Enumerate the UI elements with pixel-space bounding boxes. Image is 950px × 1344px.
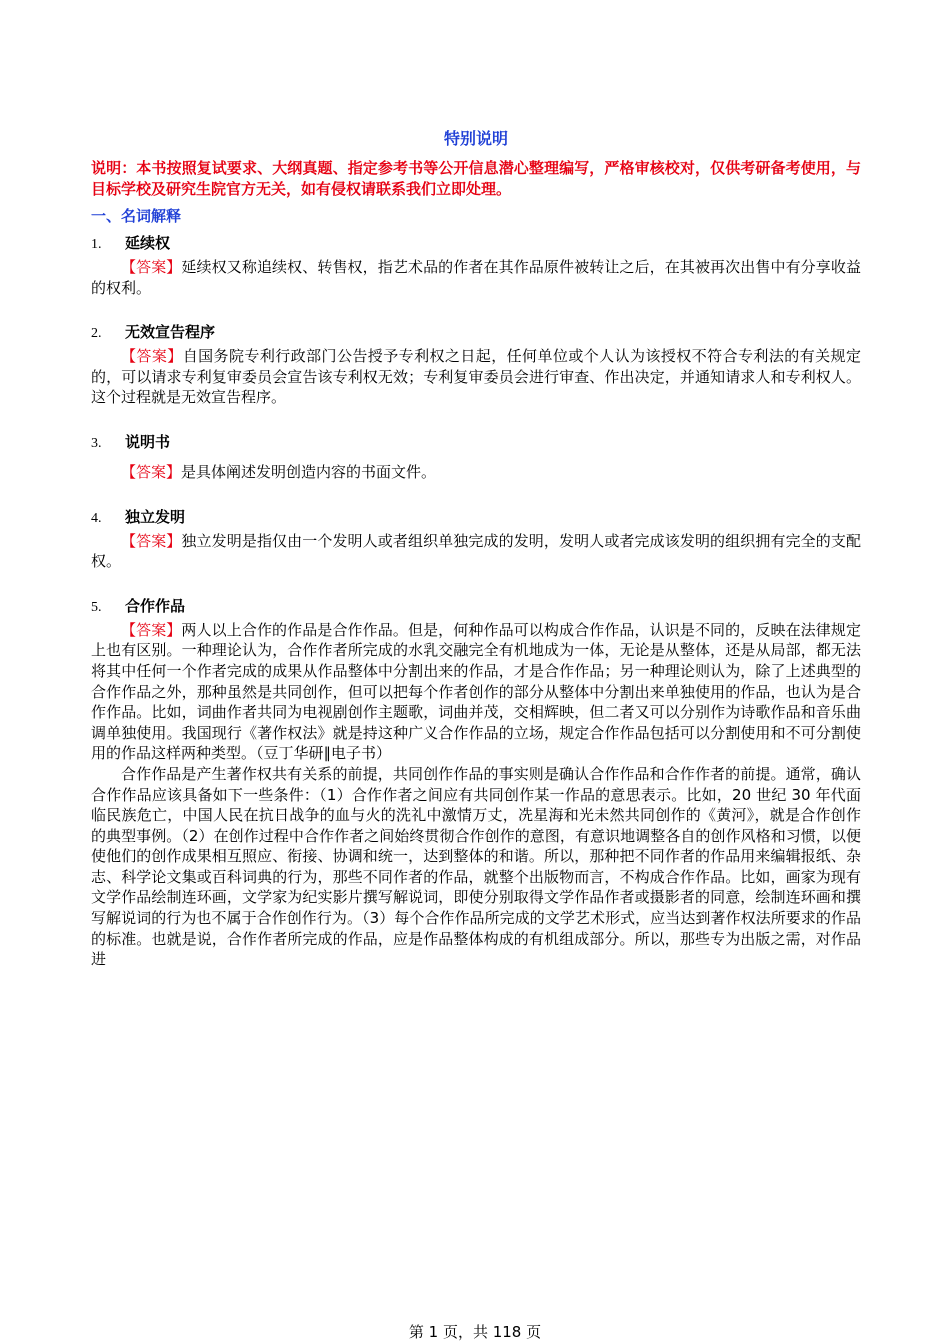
answer-text: 延续权又称追续权、转售权，指艺术品的作者在其作品原件被转让之后，在其被再次出售中有分享收益的权利。 xyxy=(91,258,861,297)
term-answer xyxy=(91,257,861,298)
answer-label: 【答案】 xyxy=(121,531,182,550)
disclaimer-notice: 说明：本书按照复试要求、大纲真题、指定参考书等公开信息潜心整理编写，严格审核校对，仅供考研备考使用，与目标学校及研究生院官方无关，如有侵权请联系我们立即处理。 xyxy=(91,159,861,198)
term-item xyxy=(91,596,861,970)
term-name: 合作作品 xyxy=(125,596,186,615)
term-item xyxy=(91,507,861,572)
answer-text: 独立发明是指仅由一个发明人或者组织单独完成的发明，发明人或者完成该发明的组织拥有完全的支配权。 xyxy=(91,531,861,571)
answer-label: 【答案】 xyxy=(121,620,182,639)
term-answer xyxy=(91,346,861,408)
term-answer xyxy=(91,620,861,764)
page-title: 特别说明 xyxy=(443,129,508,148)
term-answer xyxy=(91,462,861,483)
answer-text: 是具体阐述发明创造内容的书面文件。 xyxy=(181,462,437,481)
term-item xyxy=(91,432,861,483)
term-number: 5. xyxy=(91,599,102,615)
term-item xyxy=(91,322,861,408)
answer-text: 自国务院专利行政部门公告授予专利权之日起，任何单位或个人认为该授权不符合专利法的有关规定的，可以请求专利复审委员会宣告该专利权无效；专利复审委员会进行审查、作出决定，并通知请求人和专利权人。这个过程就是无效宣告程序。 xyxy=(91,347,861,407)
term-name: 说明书 xyxy=(125,432,171,451)
answer-label: 【答案】 xyxy=(121,258,182,276)
term-number: 3. xyxy=(91,435,102,451)
answer-label: 【答案】 xyxy=(121,462,182,481)
term-item xyxy=(91,233,861,298)
term-number: 1. xyxy=(91,237,102,252)
term-name: 独立发明 xyxy=(125,507,186,526)
term-answer xyxy=(91,531,861,572)
document-page xyxy=(91,128,861,970)
section-heading: 一、名词解释 xyxy=(91,207,182,225)
term-name: 无效宣告程序 xyxy=(125,323,216,342)
term-name: 延续权 xyxy=(125,234,171,252)
answer-text: 两人以上合作的作品是合作作品。但是，何种作品可以构成合作作品，认识是不同的，反映在法律规定上也有区别。一种理论认为，合作作者所完成的水乳交融完全有机地成为一体，无论是从整体，还是从局部，都无法将其中任何一个作者完成的成果从作品整体中分割出来的作品，才是合作作品；另一种理论则认为，除了上述典型的合作作品之外，那种虽然是共同创作，但可以把每个作者创作的部分从整体中分割出来单独使用的作品，也认为是合作作品。比如，词曲作者共同为电视剧创作主题歌，词曲并茂，交相辉映，但二者又可以分别作为诗歌作品和音乐曲调单独使用。我国现行《著作权法》就是持这种广义合作作品的立场，规定合作作品包括可以分割使用和不可分割使用的作品这样两种类型。（豆丁华研∥电子书） xyxy=(91,620,861,763)
term-number: 2. xyxy=(91,326,102,342)
page-footer: 第 1 页，共 118 页 xyxy=(408,1323,542,1341)
term-number: 4. xyxy=(91,510,102,526)
term-answer-continued: 合作作品是产生著作权共有关系的前提，共同创作作品的事实则是确认合作作品和合作作者的前提。通常，确认合作作品应该具备如下一些条件：（1）合作作者之间应有共同创作某一作品的意思表示。比如，20 世纪 30 年代面临民族危亡，中国人民在抗日战争的血与火的洗礼中激情万丈，冼星海和光未然共同创作的《黄河》，就是合作创作的典型事例。（2）在创作过程中合作作者之间始终贯彻合作创作的意图，有意识地调整各自的创作风格和习惯，以便使他们的创作成果相互照应、衔接、协调和统一，达到整体的和谐。所以，那种把不同作者的作品用来编辑报纸、杂志、科学论文集或百科词典的行为，那些不同作者的作品，就整个出版物而言，不构成合作作品。比如，画家为现有文学作品绘制连环画，文学家为纪实影片撰写解说词，即使分别取得文学作品作者或摄影者的同意，绘制连环画和撰写解说词的行为也不属于合作创作行为。（3）每个合作作品所完成的文学艺术形式，应当达到著作权法所要求的作品的标准。也就是说，合作作者所完成的作品，应是作品整体构成的有机组成部分。所以，那些专为出版之需，对作品进 xyxy=(91,764,861,969)
answer-label: 【答案】 xyxy=(121,347,183,366)
